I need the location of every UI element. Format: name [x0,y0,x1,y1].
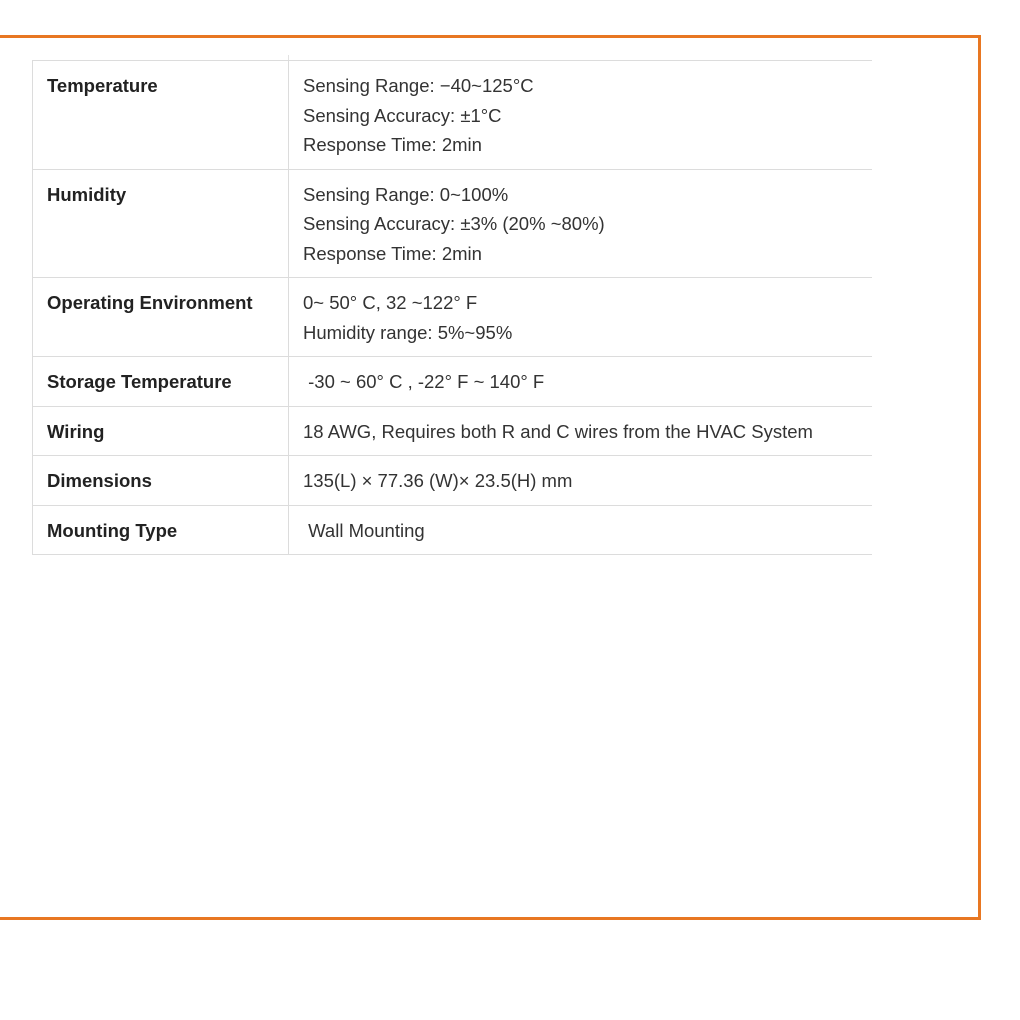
row-value [289,357,873,407]
value-line: Sensing Accuracy: ±3% (20% ~80%) [303,213,605,234]
value-line: 18 AWG, Requires both R and C wires from the HVAC System [303,420,813,442]
row-label: Storage Temperature [33,357,289,407]
value-line: Humidity range: 5%~95% [303,321,513,343]
row-label: Operating Environment [33,278,289,357]
row-label: Wiring [33,406,289,456]
row-value [289,456,873,506]
value-line: Wall Mounting [303,519,425,541]
value-line: 0~ 50° C, 32 ~122° F [303,292,478,313]
table-row-humidity [33,169,873,278]
value-line: Response Time: 2min [303,134,482,155]
row-value [289,406,873,456]
table-row-storage-temperature [33,357,873,407]
table-row-dimensions [33,456,873,506]
row-label: Humidity [33,169,289,278]
row-value [289,169,873,278]
table-row-operating-environment [33,278,873,357]
value-line: -30 ~ 60° C , -22° F ~ 140° F [303,371,545,392]
value-line: Sensing Accuracy: ±1°C [303,104,502,126]
row-label: Dimensions [33,456,289,506]
row-value [289,505,873,555]
table-row-wiring [33,406,873,456]
row-value [289,61,873,170]
row-label: Mounting Type [33,505,289,555]
table-row-temperature [33,61,873,170]
value-line: Sensing Range: −40~125°C [303,75,534,96]
spec-table [32,60,872,555]
value-line: Response Time: 2min [303,242,482,264]
spec-table-container [32,55,872,555]
row-value [289,278,873,357]
row-label: Temperature [33,61,289,170]
value-line: Sensing Range: 0~100% [303,183,509,205]
table-row-mounting-type [33,505,873,555]
value-line: 135(L) × 77.36 (W)× 23.5(H) mm [303,470,573,491]
